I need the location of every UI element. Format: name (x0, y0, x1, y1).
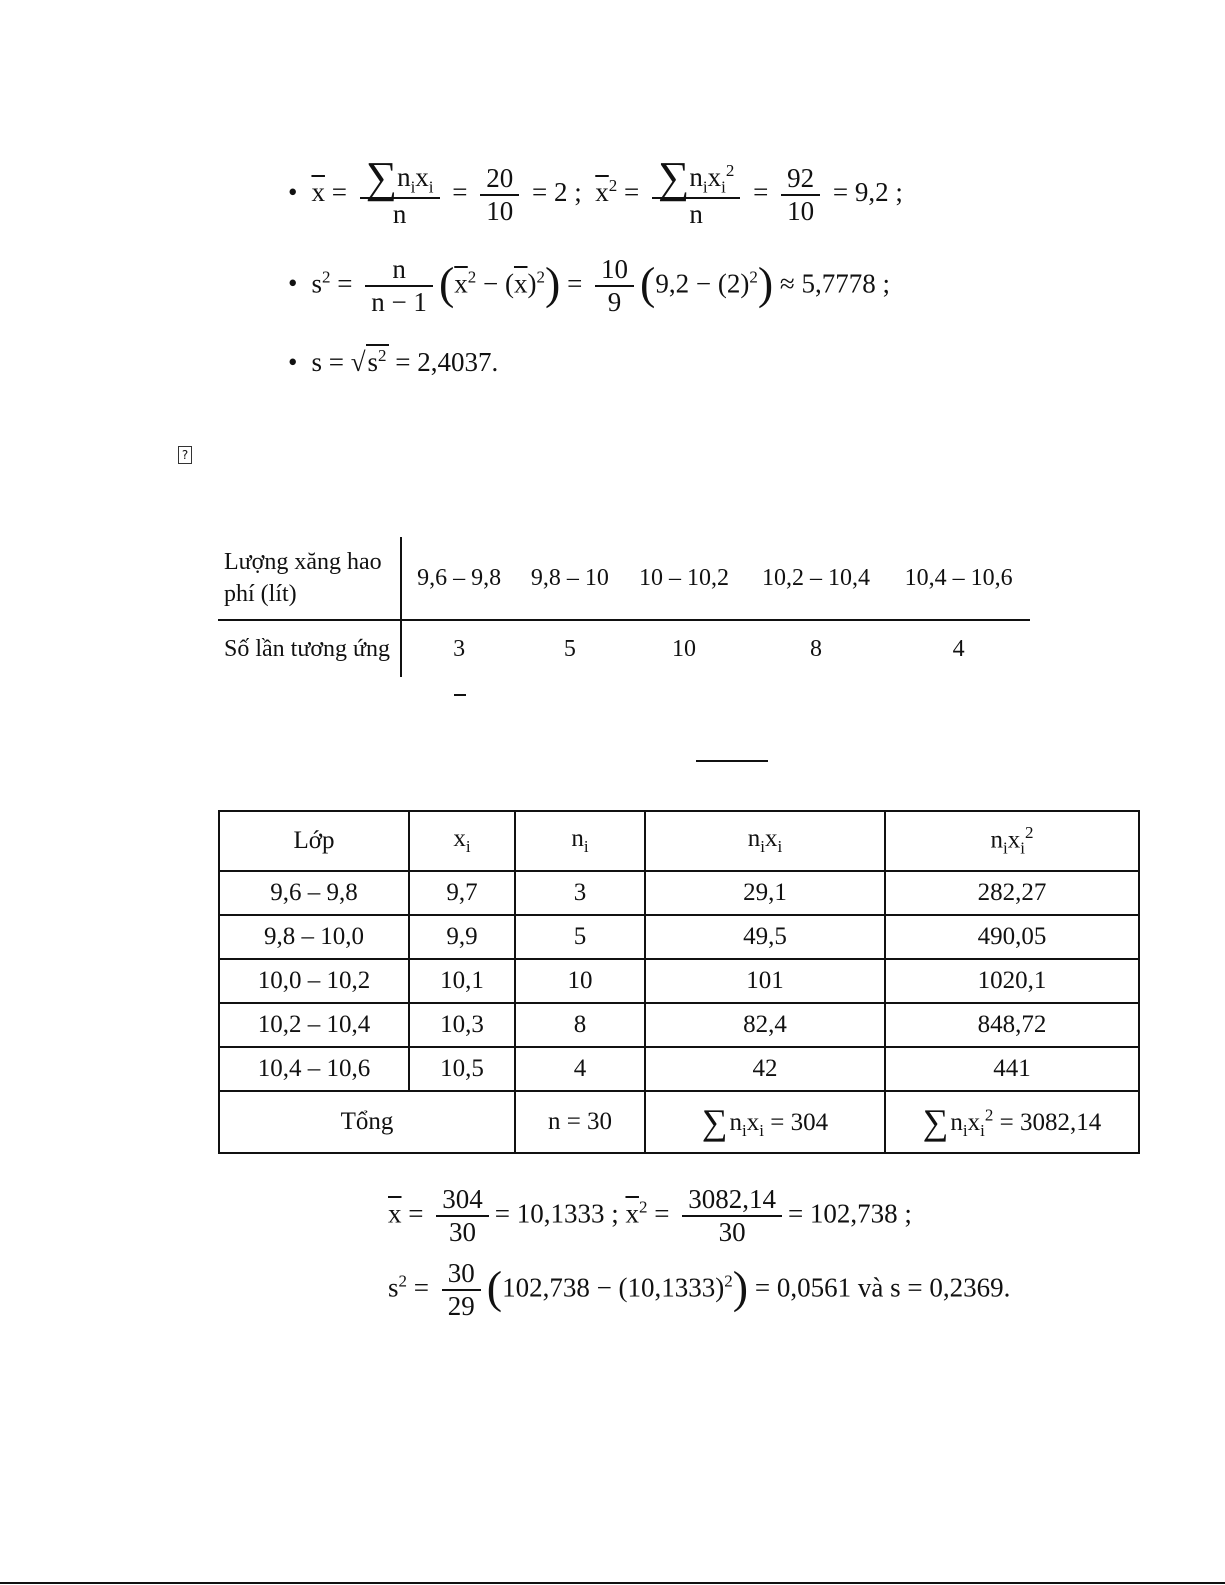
table-row (219, 959, 1139, 1003)
formula-bottom-mean: $\overline{x}$ = $\frac{304}{30}$ = 10,1333 ; $\overline{x}^2$ = $\frac{3082,14}{30}$ = 102,738 ; (388, 1184, 912, 1248)
total-row (219, 1091, 1139, 1153)
total-nixi: $\sum n_ix_i = 304$ (645, 1091, 885, 1153)
class-cell: 9,8 – 10,0 (219, 915, 409, 959)
table-row (219, 1047, 1139, 1091)
total-n: n = 30 (515, 1091, 645, 1153)
count-cell: 3 (453, 635, 466, 662)
nixi-cell: 42 (645, 1047, 885, 1091)
col-header-nixi2: $n_ix_i^2$ (885, 811, 1139, 871)
frequency-header-label: Lượng xăng hao phí (lít) (218, 537, 401, 620)
count-cell: 5 (563, 635, 576, 662)
xi-cell: 10,1 (409, 959, 515, 1003)
interval-cell: 10 – 10,2 (623, 537, 744, 620)
formula-bottom-variance: $s^2$ = $\frac{30}{29}$ $(102,738 - (10,1333)^2) = 0,0561$ và s = 0,2369. (388, 1258, 1011, 1322)
xi-cell: 9,9 (409, 915, 515, 959)
count-label: Số lần tương ứng (218, 620, 401, 677)
nixi2-cell: 282,27 (885, 871, 1139, 915)
ni-cell: 10 (515, 959, 645, 1003)
interval-cell: 10,4 – 10,6 (887, 537, 1030, 620)
count-cell: 10 (671, 635, 696, 662)
xi-cell: 9,7 (409, 871, 515, 915)
stray-mark (454, 694, 466, 696)
missing-glyph-icon: ? (178, 446, 192, 464)
xi-cell: 10,3 (409, 1003, 515, 1047)
total-nixi2: $\sum n_ix_i^2 = 3082,14$ (885, 1091, 1139, 1153)
class-cell: 10,2 – 10,4 (219, 1003, 409, 1047)
page-bottom-border (0, 1582, 1225, 1584)
table-row (219, 871, 1139, 915)
ni-cell: 5 (515, 915, 645, 959)
ni-cell: 4 (515, 1047, 645, 1091)
count-cell: 8 (809, 635, 822, 662)
interval-cell: 9,6 – 9,8 (401, 537, 516, 620)
class-cell: 10,4 – 10,6 (219, 1047, 409, 1091)
col-header-nixi: $n_ix_i$ (645, 811, 885, 871)
table-row (219, 915, 1139, 959)
interval-cell: 9,8 – 10 (516, 537, 623, 620)
formula-variance: • $s^2$ = $\frac{n}{n - 1}$ $(\overline{x}^2 - (\overline{x})^2)$ = $\frac{10}{9}$ $(9,2 - (2)^2) \approx 5,7778$ ; (288, 254, 890, 318)
table-row (219, 1003, 1139, 1047)
total-label: Tổng (219, 1091, 515, 1153)
nixi2-cell: 490,05 (885, 915, 1139, 959)
formula-mean: • $\overline{x}$ = $\frac{\sum n_ix_i}{n}$ = $\frac{20}{10}$ = 2 ; $\overline{x}^2$ = $\frac{\sum n_ix_i^2}{n}$ = $\frac{92}{10}$ = 9,2 ; (288, 153, 903, 229)
nixi2-cell: 441 (885, 1047, 1139, 1091)
calculation-table (218, 810, 1140, 1154)
nixi-cell: 49,5 (645, 915, 885, 959)
class-cell: 10,0 – 10,2 (219, 959, 409, 1003)
ni-cell: 8 (515, 1003, 645, 1047)
frequency-table (218, 537, 1030, 677)
interval-cell: 10,2 – 10,4 (745, 537, 888, 620)
nixi2-cell: 848,72 (885, 1003, 1139, 1047)
formula-std-dev: • $s = √s^2 = 2,4037$. (288, 346, 499, 377)
ni-cell: 3 (515, 871, 645, 915)
nixi-cell: 29,1 (645, 871, 885, 915)
nixi-cell: 82,4 (645, 1003, 885, 1047)
col-header-ni: $n_i$ (515, 811, 645, 871)
col-header-xi: $x_i$ (409, 811, 515, 871)
class-cell: 9,6 – 9,8 (219, 871, 409, 915)
xi-cell: 10,5 (409, 1047, 515, 1091)
stray-mark (696, 760, 768, 762)
nixi-cell: 101 (645, 959, 885, 1003)
col-header-class: Lớp (219, 811, 409, 871)
count-cell: 4 (952, 635, 965, 662)
nixi2-cell: 1020,1 (885, 959, 1139, 1003)
